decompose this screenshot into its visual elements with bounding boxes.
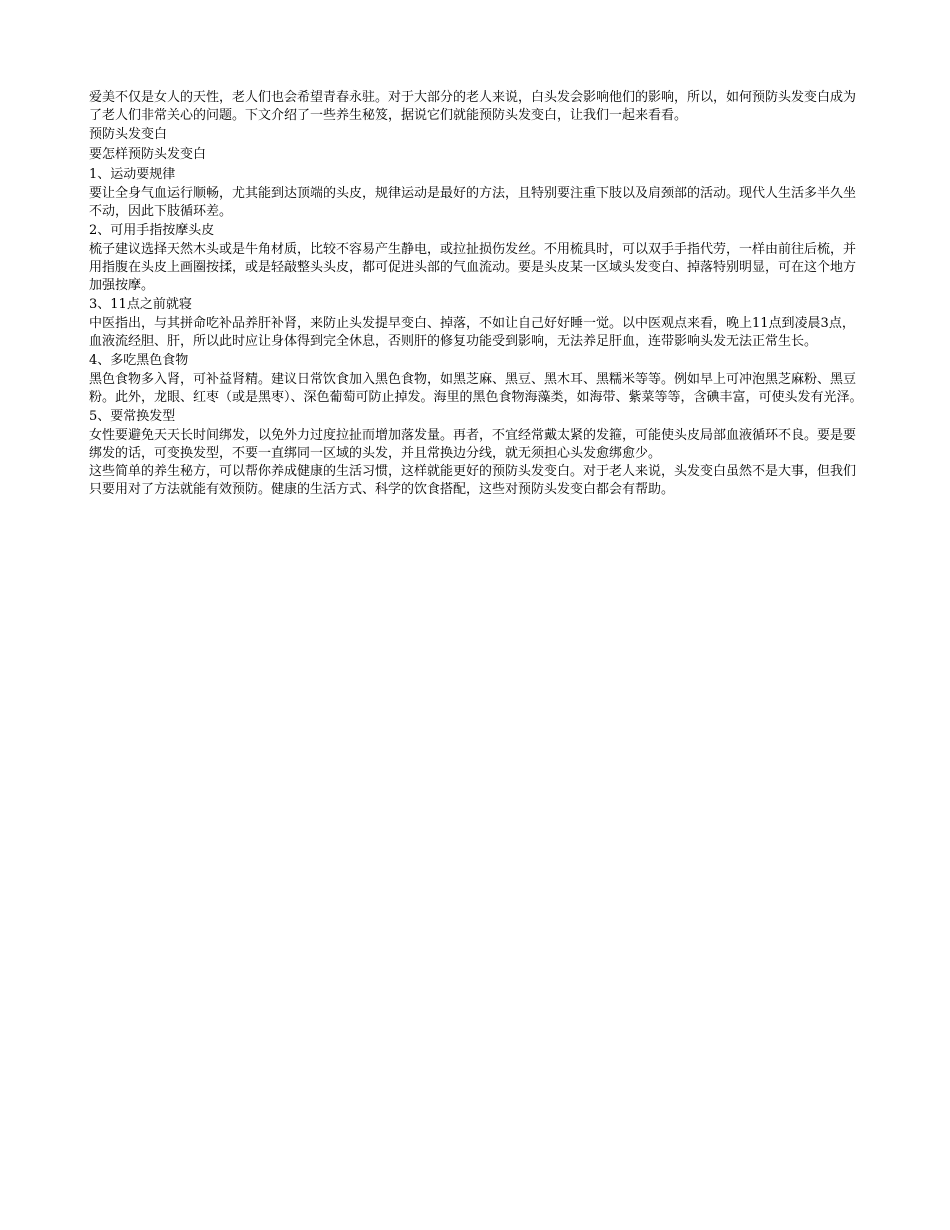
section-title-massage: 2、可用手指按摩头皮 bbox=[89, 223, 215, 238]
intro-paragraph: 爱美不仅是女人的天性，老人们也会希望青春永驻。对于大部分的老人来说，白头发会影响他们的影响，所以，如何预防头发变白成为了老人们非常关心的问题。下文介绍了一些养生秘笈，据说它们就能预防头发变白，让我们一起来看看。 bbox=[89, 90, 857, 123]
conclusion-paragraph: 这些简单的养生秘方，可以帮你养成健康的生活习惯，这样就能更好的预防头发变白。对于老人来说，头发变白虽然不是大事，但我们只要用对了方法就能有效预防。健康的生活方式、科学的饮食搭配，这些对预防头发变白都会有帮助。 bbox=[89, 464, 857, 497]
section-title-sleep: 3、11点之前就寝 bbox=[89, 297, 192, 312]
section-title-hairstyle: 5、要常换发型 bbox=[89, 409, 176, 424]
section-body-exercise: 要让全身气血运行顺畅，尤其能到达顶端的头皮，规律运动是最好的方法，且特别要注重下肢以及肩颈部的活动。现代人生活多半久坐不动，因此下肢循环差。 bbox=[89, 186, 857, 219]
section-body-hairstyle: 女性要避免天天长时间绑发，以免外力过度拉扯而增加落发量。再者，不宜经常戴太紧的发箍，可能使头皮局部血液循环不良。要是要绑发的话，可变换发型，不要一直绑同一区域的头发，并且常换边分线，就无须担心头发愈绑愈少。 bbox=[89, 428, 857, 461]
section-title-black-food: 4、多吃黑色食物 bbox=[89, 353, 189, 368]
article-title: 预防头发变白 bbox=[89, 127, 168, 142]
section-title-exercise: 1、运动要规律 bbox=[89, 167, 176, 182]
article-subtitle: 要怎样预防头发变白 bbox=[89, 147, 207, 162]
section-body-black-food: 黑色食物多入肾，可补益肾精。建议日常饮食加入黑色食物，如黑芝麻、黑豆、黑木耳、黑糯米等等。例如早上可冲泡黑芝麻粉、黑豆粉。此外，龙眼、红枣（或是黑枣）、深色葡萄可防止掉发。海里的黑色食物海藻类，如海带、紫菜等等，含碘丰富，可使头发有光泽。 bbox=[89, 372, 863, 405]
document-body bbox=[89, 89, 865, 499]
section-body-massage: 梳子建议选择天然木头或是牛角材质，比较不容易产生静电，或拉扯损伤发丝。不用梳具时，可以双手手指代劳，一样由前往后梳，并用指腹在头皮上画圈按揉，或是轻敲整头头皮，都可促进头部的气血流动。要是头皮某一区域头发变白、掉落特别明显，可在这个地方加强按摩。 bbox=[89, 242, 857, 293]
section-body-sleep: 中医指出，与其拼命吃补品养肝补肾，来防止头发提早变白、掉落，不如让自己好好睡一觉。以中医观点来看，晚上11点到凌晨3点，血液流经胆、肝，所以此时应让身体得到完全休息，否则肝的修复功能受到影响，无法养足肝血，连带影响头发无法正常生长。 bbox=[89, 316, 855, 349]
